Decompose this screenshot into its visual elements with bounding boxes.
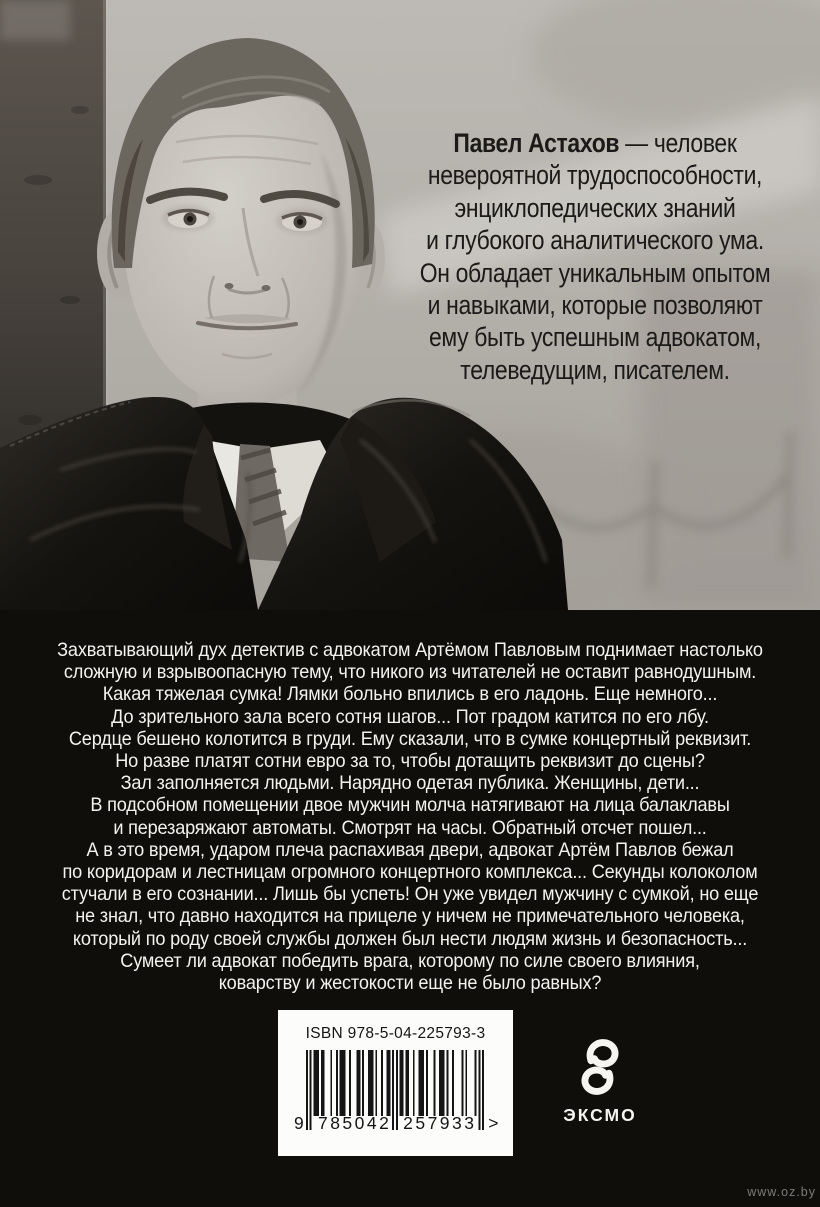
barcode-end-char: >	[488, 1113, 501, 1133]
bio-line: и навыками, которые позволяют	[427, 290, 763, 321]
annotation-line: стучали в его сознании... Лишь бы успеть! Он уже увидел мужчину с сумкой, но еще	[61, 883, 759, 906]
barcode-digits	[294, 1113, 501, 1134]
bio-line: и глубокого аналитического ума.	[426, 225, 764, 256]
annotation-line: сложную и взрывоопасную тему, что никого из читателей не оставит равнодушным.	[63, 661, 757, 684]
publisher-name: ЭКСМО	[563, 1105, 637, 1125]
annotation-line: Какая тяжелая сумка! Лямки больно впились в его ладонь. Еще немного...	[102, 683, 718, 706]
annotation-line: который по роду своей службы должен был нести людям жизнь и безопасность...	[72, 927, 748, 950]
bio-name-suffix: — человек	[619, 128, 737, 158]
annotation-line: А в это время, ударом плеча распахивая двери, адвокат Артём Павлов бежал	[86, 838, 734, 861]
annotation-line: Сердце бешено колотится в груди. Ему сказали, что в сумке концертный реквизит.	[68, 727, 752, 750]
barcode-digit-lead: 9	[294, 1113, 307, 1133]
publisher-block	[552, 1036, 648, 1126]
annotation-line: и перезаряжают автоматы. Смотрят на часы. Обратный отсчет пошел...	[113, 816, 707, 839]
annotation-line: не знал, что давно находится на прицеле у ничем не примечательного человека,	[75, 905, 745, 928]
annotation	[29, 639, 792, 994]
annotation-line: До зрительного зала всего сотня шагов... Пот градом катится по его лбу.	[111, 705, 709, 728]
annotation-line: В подсобном помещении двое мужчин молча натягивают на лица балаклавы	[90, 794, 730, 817]
author-name: Павел Астахов	[453, 128, 620, 158]
bio-line	[408, 127, 782, 159]
annotation-line: Сумеет ли адвокат победить врага, которому по силе своего влияния,	[120, 949, 700, 972]
bio-line: Он обладает уникальным опытом	[419, 257, 771, 288]
annotation-line: коварству и жестокости еще не было равных?	[218, 972, 602, 995]
author-bio	[408, 127, 782, 386]
watermark: www.oz.by	[747, 1185, 816, 1199]
isbn-label: ISBN 978-5-04-225793-3	[305, 1025, 486, 1042]
annotation-line: Захватывающий дух детектив с адвокатом Артёмом Павловым поднимает настолько	[57, 639, 763, 661]
bio-line: невероятной трудоспособности,	[427, 160, 763, 191]
annotation-line: Но разве платят сотни евро за то, чтобы дотащить реквизит до сцены?	[115, 750, 705, 773]
bio-line: телеведущим, писателем.	[460, 354, 730, 385]
barcode-block	[278, 1010, 513, 1156]
barcode-digits-group1: 785042	[317, 1113, 392, 1133]
bio-line: энциклопедических знаний	[454, 192, 736, 223]
eksmo-logo-icon	[579, 1036, 621, 1098]
annotation-line: по коридорам и лестницам огромного концертного комплекса... Секунды колоколом	[62, 861, 758, 884]
annotation-line: Зал заполняется людьми. Нарядно одетая публика. Женщины, дети...	[120, 772, 700, 795]
bio-line: ему быть успешным адвокатом,	[428, 322, 762, 353]
barcode-digits-group2: 257933	[403, 1113, 477, 1133]
